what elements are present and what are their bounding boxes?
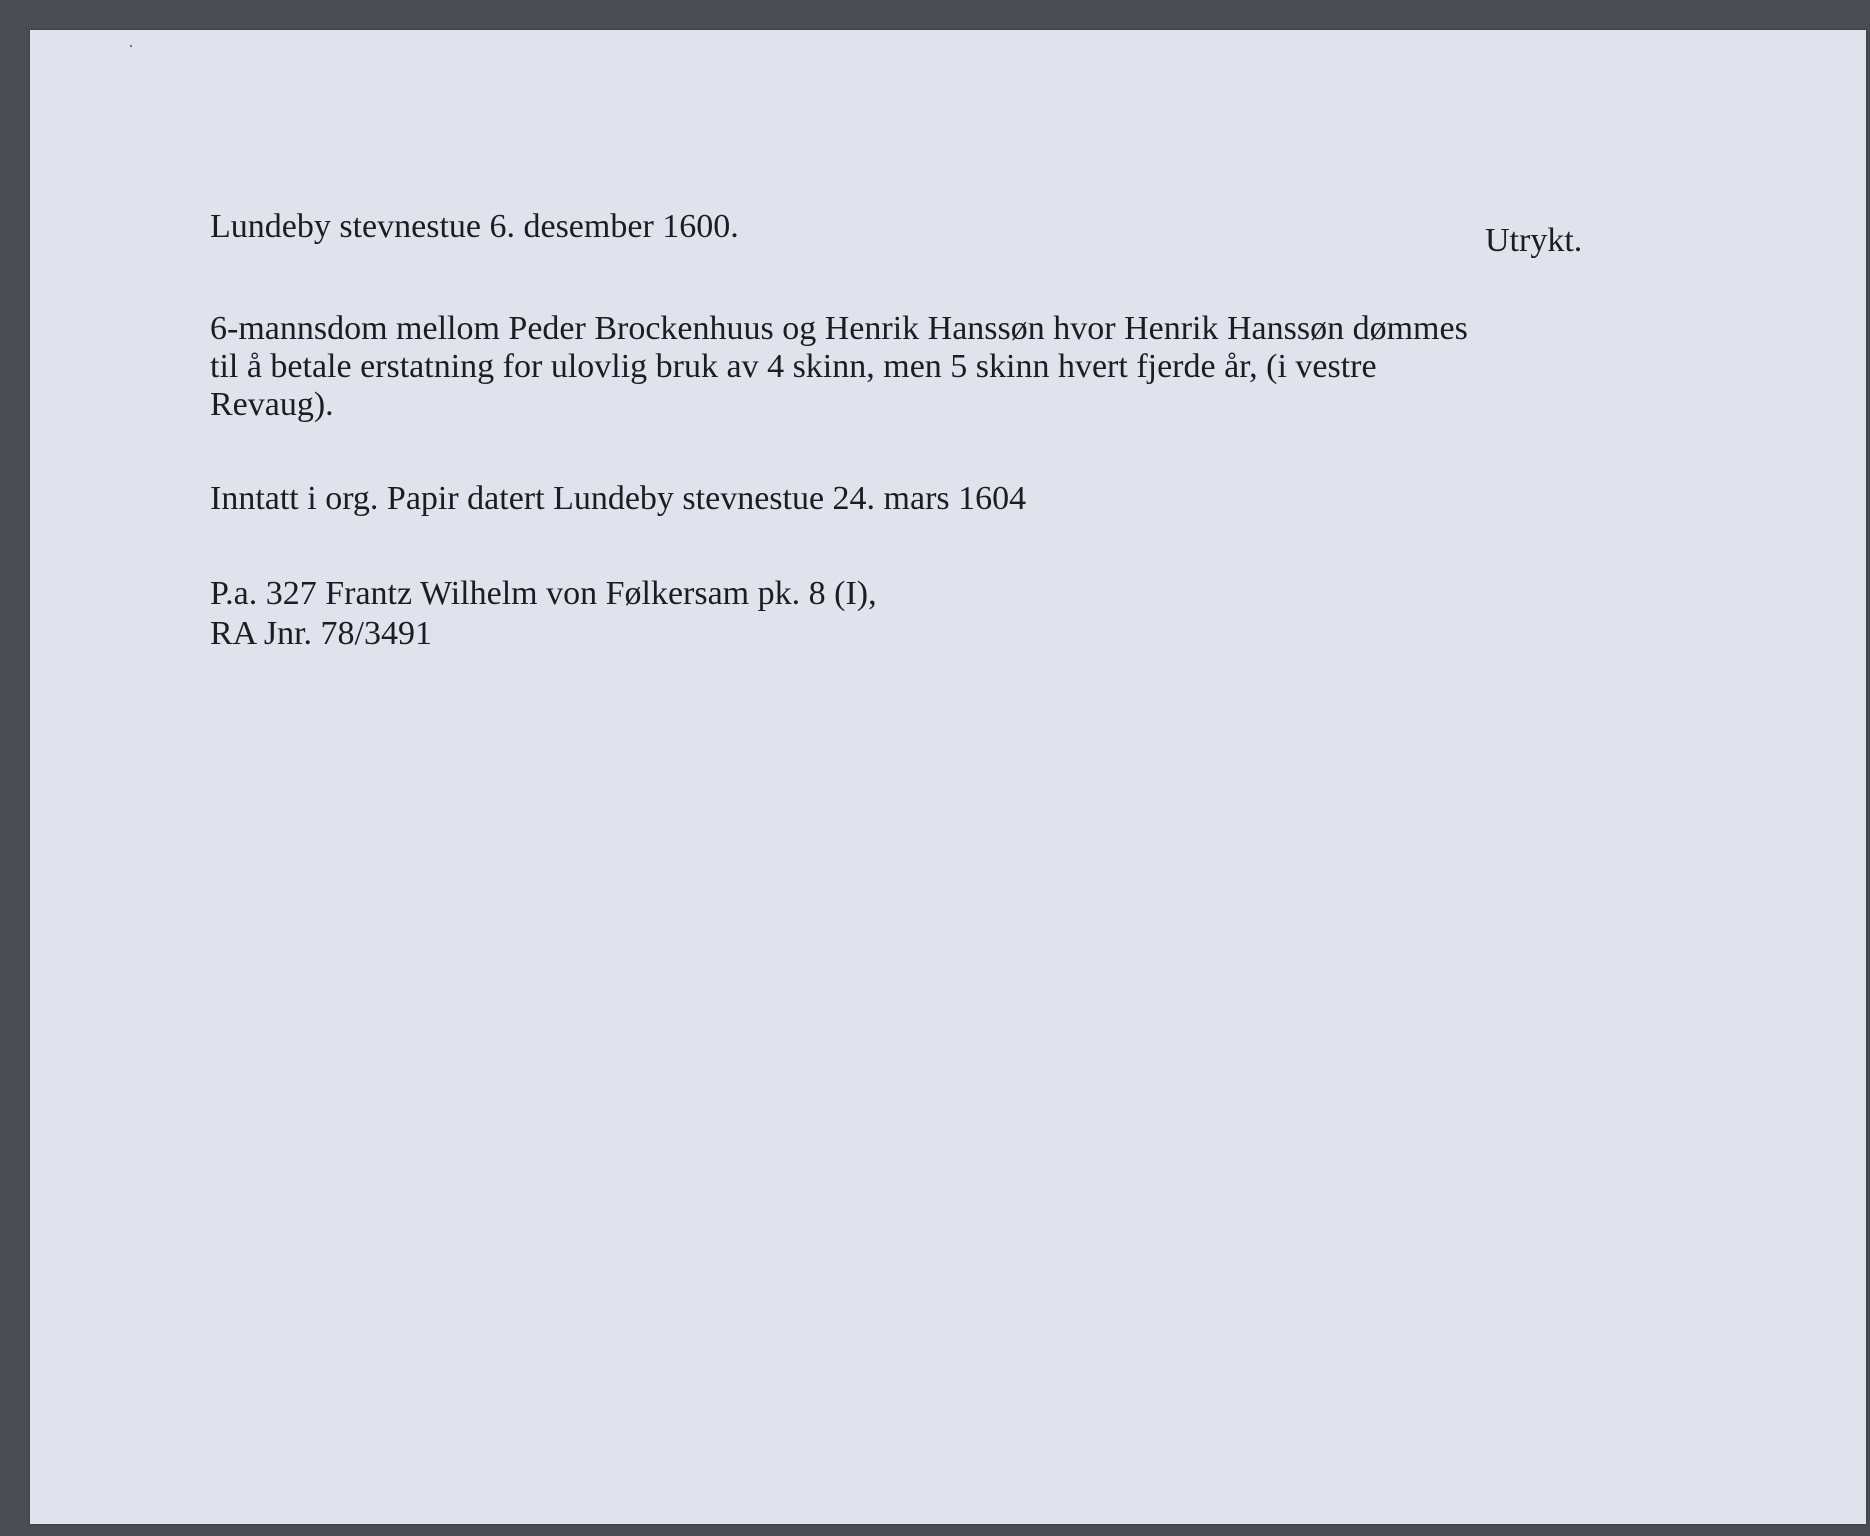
summary-line: til å betale erstatning for ulovlig bruk av 4 skinn, men 5 skinn hvert fjerde år, (i vestre	[210, 348, 1377, 385]
archive-reference-line: P.a. 327 Frantz Wilhelm von Følkersam pk. 8 (I),	[210, 575, 877, 612]
paper-speck	[130, 45, 132, 47]
print-status: Utrykt.	[1485, 222, 1583, 259]
summary-paragraph	[210, 310, 1650, 424]
summary-line: 6-mannsdom mellom Peder Brockenhuus og Henrik Hanssøn hvor Henrik Hanssøn dømmes	[210, 310, 1468, 347]
source-note: Inntatt i org. Papir datert Lundeby stevnestue 24. mars 1604	[210, 480, 1027, 517]
paper-sheet	[30, 30, 1866, 1524]
place-date: Lundeby stevnestue 6. desember 1600.	[210, 208, 739, 245]
summary-line: Revaug).	[210, 386, 334, 423]
archive-reference-line: RA Jnr. 78/3491	[210, 615, 432, 652]
